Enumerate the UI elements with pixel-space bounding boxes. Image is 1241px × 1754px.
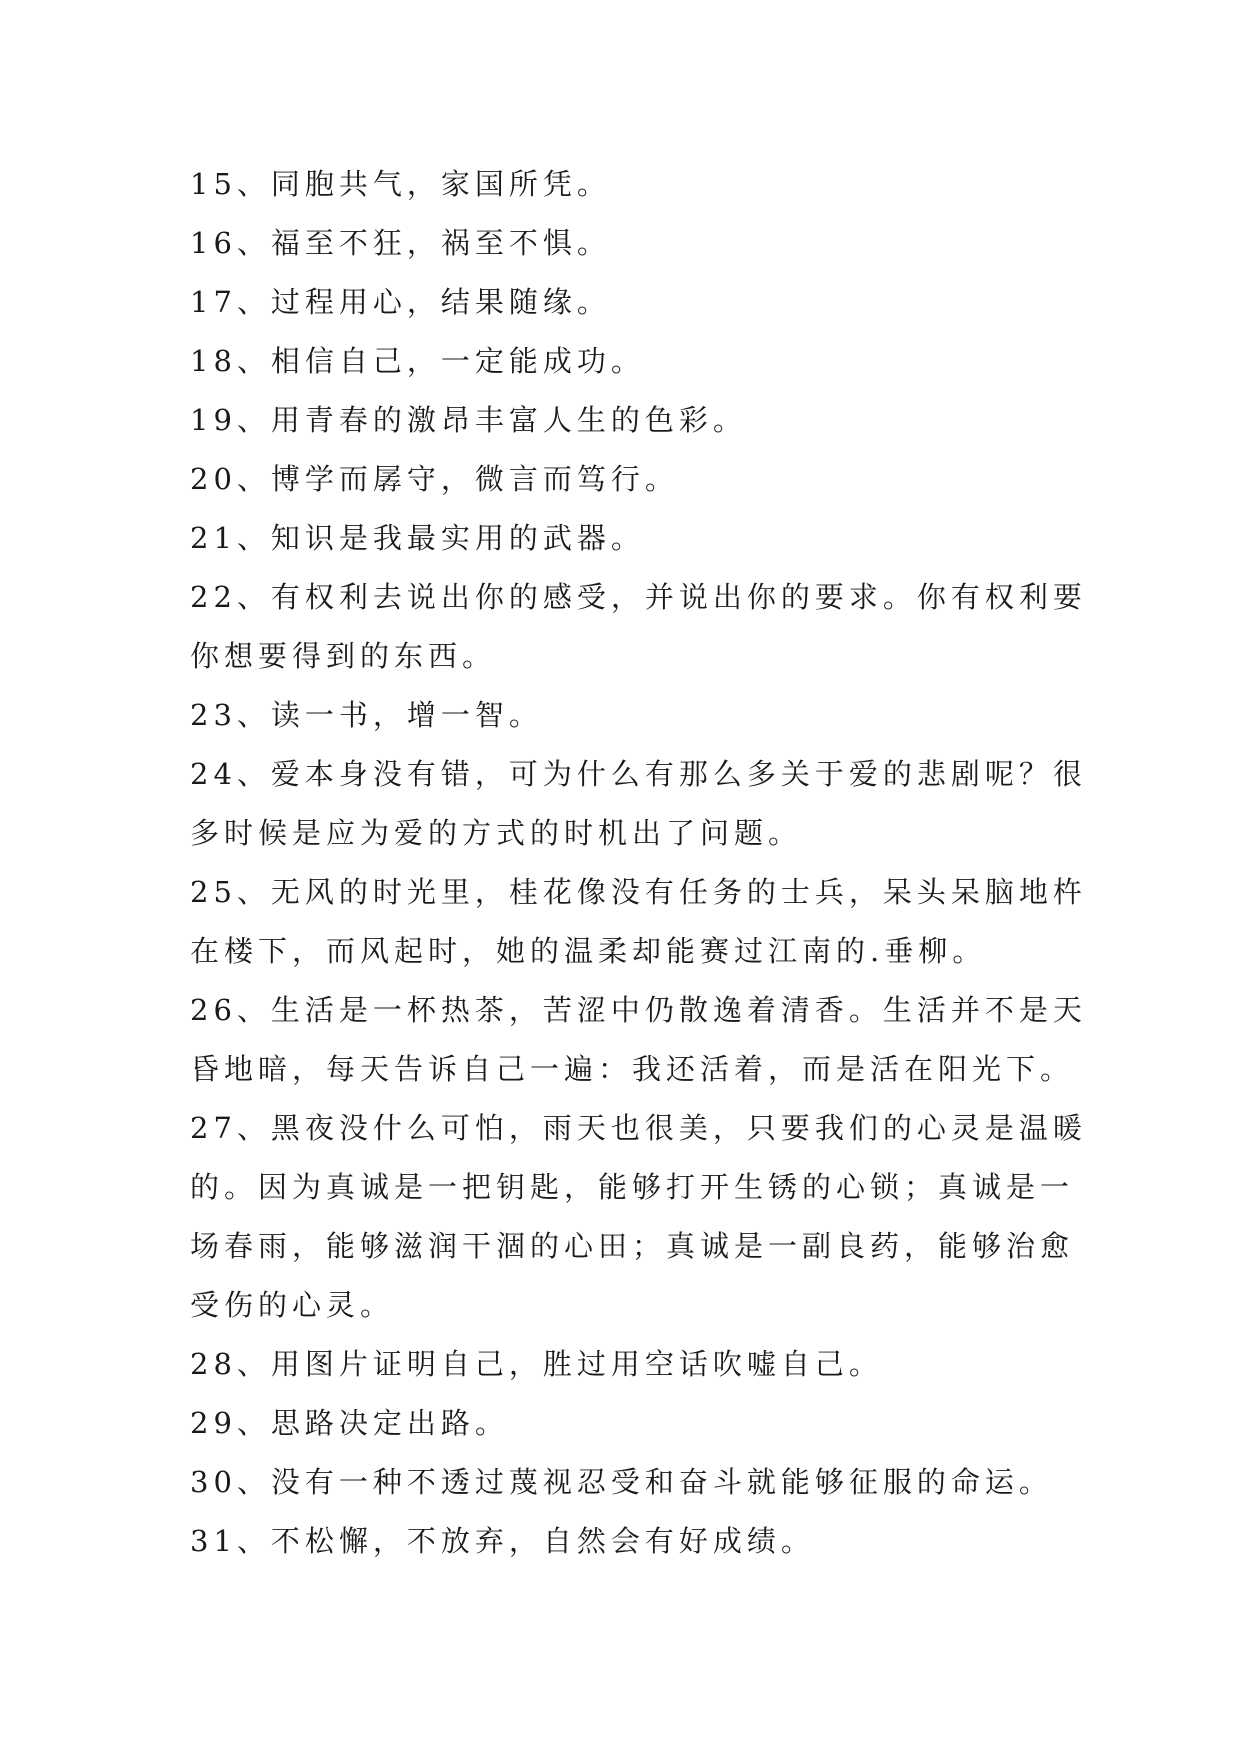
text-line: 17、过程用心，结果随缘。	[190, 285, 611, 319]
text-line: 15、同胞共气，家国所凭。	[190, 167, 611, 201]
text-line: 29、思路决定出路。	[190, 1406, 509, 1440]
text-line: 27、黑夜没什么可怕，雨天也很美，只要我们的心灵是温暖	[190, 1111, 1087, 1145]
text-line: 在楼下，而风起时，她的温柔却能赛过江南的.垂柳。	[190, 934, 987, 968]
text-line: 20、博学而孱守，微言而笃行。	[190, 462, 679, 496]
text-line: 受伤的心灵。	[190, 1288, 395, 1322]
text-line: 19、用青春的激昂丰富人生的色彩。	[190, 403, 747, 437]
text-line: 16、福至不狂，祸至不惧。	[190, 226, 611, 260]
text-line: 场春雨，能够滋润干涸的心田；真诚是一副良药，能够治愈	[190, 1229, 1075, 1263]
text-line: 22、有权利去说出你的感受，并说出你的要求。你有权利要	[190, 580, 1087, 614]
text-line: 的。因为真诚是一把钥匙，能够打开生锈的心锁；真诚是一	[190, 1170, 1075, 1204]
text-line: 23、读一书，增一智。	[190, 698, 543, 732]
text-line: 31、不松懈，不放弃，自然会有好成绩。	[190, 1524, 815, 1558]
document-body	[190, 155, 1090, 1571]
text-line: 你想要得到的东西。	[190, 639, 497, 673]
text-line: 多时候是应为爱的方式的时机出了问题。	[190, 816, 803, 850]
text-line: 24、爱本身没有错，可为什么有那么多关于爱的悲剧呢？很	[190, 757, 1087, 791]
text-line: 18、相信自己，一定能成功。	[190, 344, 645, 378]
text-line: 30、没有一种不透过蔑视忍受和奋斗就能够征服的命运。	[190, 1465, 1053, 1499]
text-line: 昏地暗，每天告诉自己一遍：我还活着，而是活在阳光下。	[190, 1052, 1075, 1086]
text-line: 21、知识是我最实用的武器。	[190, 521, 645, 555]
text-line: 26、生活是一杯热茶，苦涩中仍散逸着清香。生活并不是天	[190, 993, 1087, 1027]
text-line: 28、用图片证明自己，胜过用空话吹嘘自己。	[190, 1347, 883, 1381]
text-line: 25、无风的时光里，桂花像没有任务的士兵，呆头呆脑地杵	[190, 875, 1087, 909]
